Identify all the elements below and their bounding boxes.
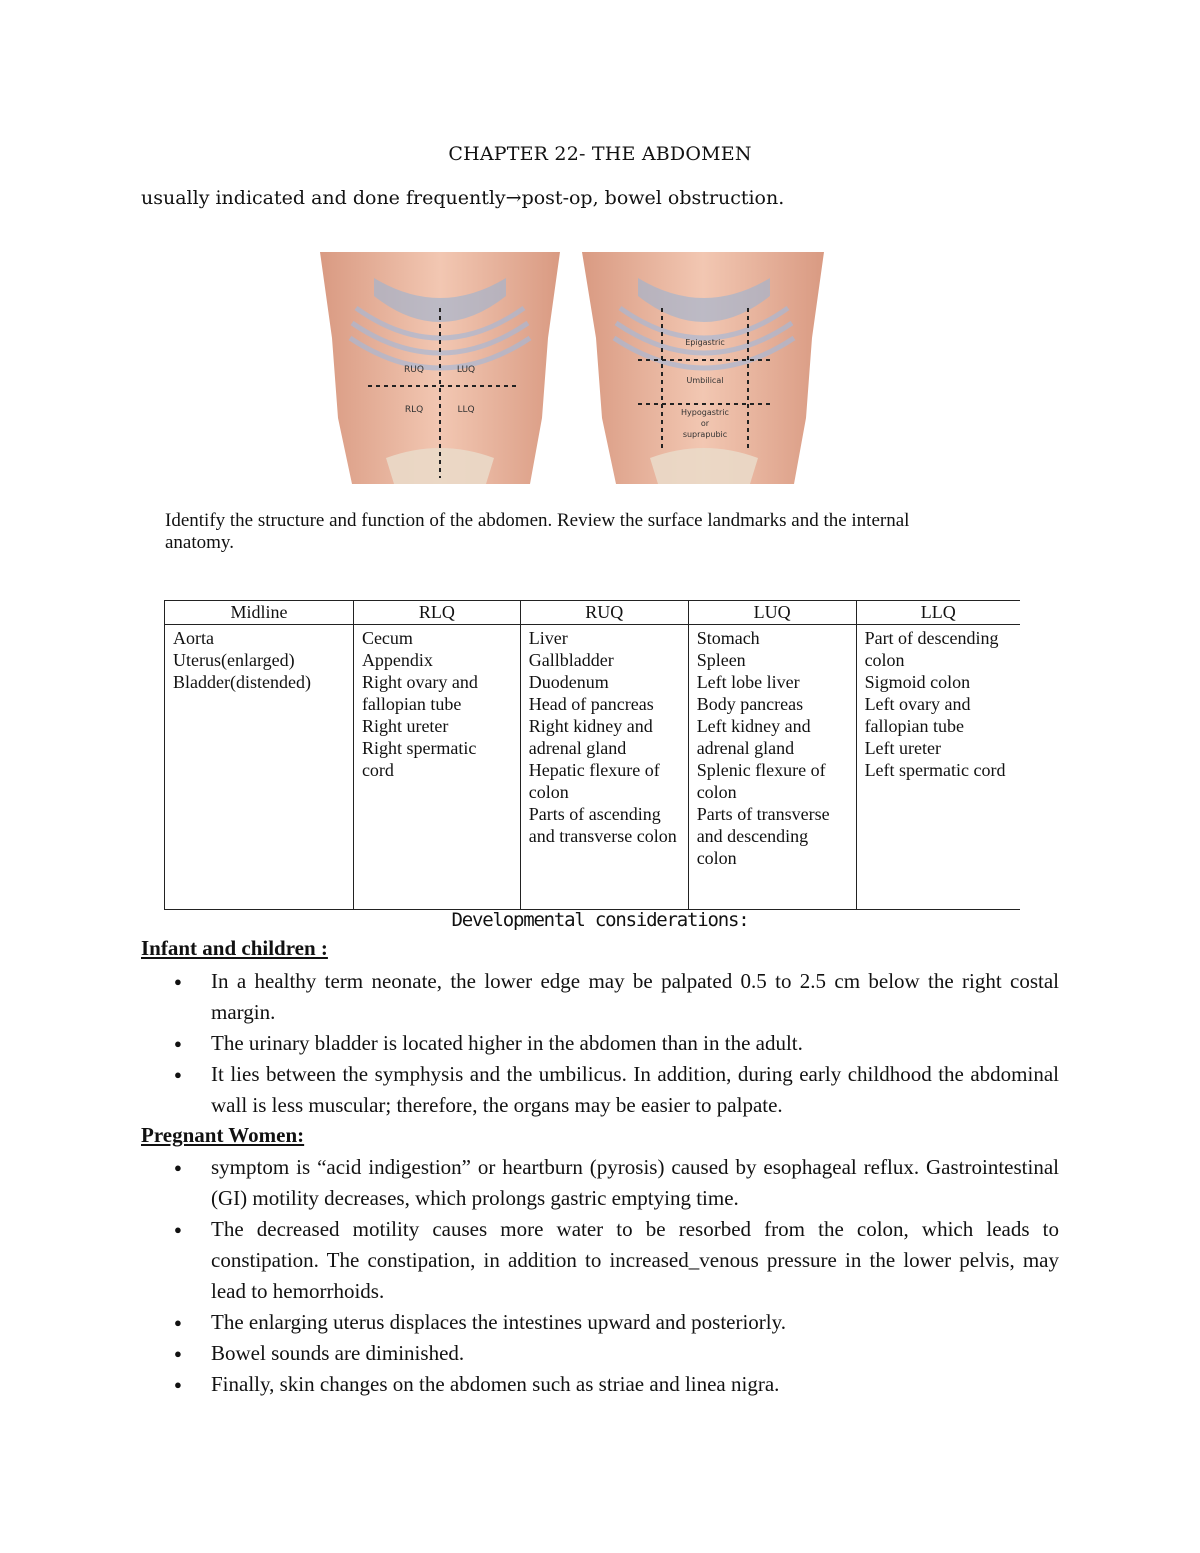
table-cell-item: Parts of ascending and transverse colon [528, 804, 677, 846]
table-cell-item: Gallbladder [528, 650, 614, 670]
table-cell-item: Cecum [361, 628, 413, 648]
infant-heading: Infant and children : [141, 936, 328, 960]
table-cell-item: Right ureter [361, 716, 449, 736]
header-llq: LLQ [856, 601, 1020, 625]
table-cell-item: Uterus(enlarged) [173, 650, 295, 670]
header-midline: Midline [165, 601, 354, 625]
label-epigastric: Epigastric [685, 338, 725, 347]
label-luq: LUQ [456, 365, 476, 375]
list-item: ● In a healthy term neonate, the lower edge may be palpated 0.5 to 2.5 cm below the right costal margin. [141, 966, 1059, 1028]
regions-torso [582, 252, 824, 484]
developmental-title: Developmental considerations: [451, 909, 749, 931]
pregnant-list [141, 1152, 1059, 1400]
quadrant-torso [320, 252, 560, 484]
header-ruq: RUQ [520, 601, 688, 625]
cell-midline [165, 625, 354, 910]
table-cell-item: Hepatic flexure of colon [528, 760, 660, 802]
cell-rlq [353, 625, 520, 910]
table-cell-item: Stomach [696, 628, 760, 648]
table-cell-item: Part of descending colon [864, 628, 999, 670]
label-llq: LLQ [457, 405, 475, 415]
header-luq: LUQ [688, 601, 856, 625]
figure-caption: Identify the structure and function of the abdomen. Review the surface landmarks and the internal anatomy. [165, 510, 910, 553]
list-item: ● Bowel sounds are diminished. [141, 1338, 1059, 1369]
list-item: ● The urinary bladder is located higher in the abdomen than in the adult. [141, 1028, 1059, 1059]
table-cell-item: Appendix [361, 650, 433, 670]
intro-text: usually indicated and done frequently→post-op, bowel obstruction. [141, 187, 785, 209]
table-cell-item: Left spermatic cord [864, 760, 1006, 780]
table-cell-item: Left ovary and fallopian tube [864, 694, 971, 736]
table-cell-item: Right spermatic cord [361, 738, 477, 780]
cell-llq [856, 625, 1020, 910]
table-cell-item: Body pancreas [696, 694, 804, 714]
table-cell-item: Aorta [173, 628, 214, 648]
table-cell-item: Right ovary and fallopian tube [361, 672, 478, 714]
table-cell-item: Left kidney and adrenal gland [696, 716, 811, 758]
list-item: ● The enlarging uterus displaces the intestines upward and posteriorly. [141, 1307, 1059, 1338]
table-cell-item: Head of pancreas [528, 694, 654, 714]
table-cell-item: Left lobe liver [696, 672, 800, 692]
label-rlq: RLQ [404, 405, 424, 415]
table-header-row [165, 601, 1021, 625]
table-cell-item: Sigmoid colon [864, 672, 971, 692]
table-cell-item: Right kidney and adrenal gland [528, 716, 653, 758]
cell-luq [688, 625, 856, 910]
page-title: CHAPTER 22- THE ABDOMEN [448, 143, 752, 165]
list-item: ● It lies between the symphysis and the umbilicus. In addition, during early childhood the abdominal wall is less muscular; therefore, the organs may be easier to palpate. [141, 1059, 1059, 1121]
list-item: ● Finally, skin changes on the abdomen such as striae and linea nigra. [141, 1369, 1059, 1400]
pregnant-heading: Pregnant Women: [141, 1123, 305, 1147]
abdomen-figure [316, 248, 828, 498]
label-ruq: RUQ [404, 365, 424, 375]
table-cell-item: Bladder(distended) [173, 672, 311, 692]
abdominal-regions-table [164, 600, 1020, 910]
cell-ruq [520, 625, 688, 910]
table-cell-item: Splenic flexure of colon [696, 760, 826, 802]
table-row [165, 625, 1021, 910]
table-cell-item: Parts of transverse and descending colon [696, 804, 830, 868]
label-suprapubic: suprapubic [682, 430, 728, 439]
table-cell-item: Duodenum [528, 672, 609, 692]
table-cell-item: Spleen [696, 650, 746, 670]
label-umbilical: Umbilical [686, 376, 724, 385]
table-cell-item: Liver [528, 628, 568, 648]
list-item: ● symptom is “acid indigestion” or heartburn (pyrosis) caused by esophageal reflux. Gastrointestinal (GI) motility decreases, which prolongs gastric emptying time. [141, 1152, 1059, 1214]
list-item: ● The decreased motility causes more water to be resorbed from the colon, which leads to constipation. The constipation, in addition to increased_venous pressure in the lower pelvis, may lead to hemorrhoids. [141, 1214, 1059, 1307]
table-cell-item: Left ureter [864, 738, 942, 758]
header-rlq: RLQ [353, 601, 520, 625]
label-or: or [700, 419, 710, 428]
label-hypogastric: Hypogastric [681, 408, 729, 417]
infant-list [141, 966, 1059, 1121]
